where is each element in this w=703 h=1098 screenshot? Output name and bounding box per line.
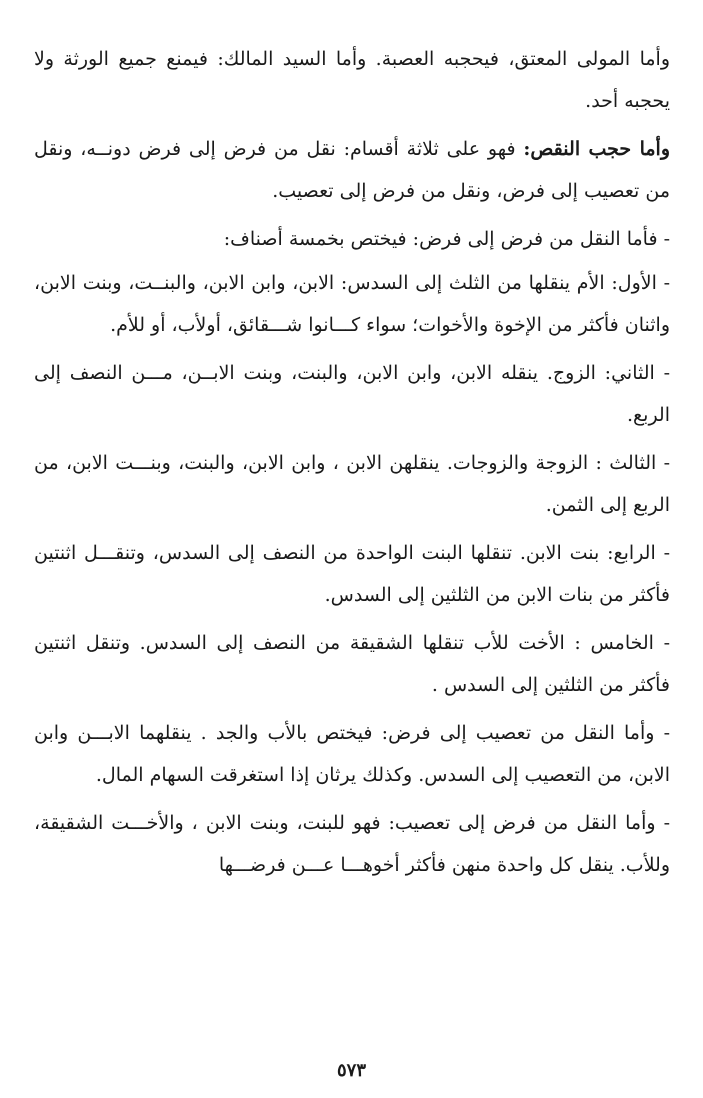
paragraph-fifth-paternal-sister: - الخامس : الأخت للأب تنقلها الشقيقة من النصف إلى السدس. وتنقل اثنتين فأكثر من الثلثين إلى السدس . bbox=[34, 632, 670, 696]
paragraph-first-mother: - الأول: الأم ينقلها من الثلث إلى السدس: الابن، وابن الابن، والبنــت، وبنت الابن، واثنان فأكثر من الإخوة والأخوات؛ سواء كـــانوا شـــقائق، أولأب، أو للأم. bbox=[34, 272, 670, 336]
paragraph-third-wife: - الثالث : الزوجة والزوجات. ينقلهن الابن ، وابن الابن، والبنت، وبنـــت الابن، من الربع إلى الثمن. bbox=[34, 452, 670, 516]
paragraph-hajb-naqs-body: فهو على ثلاثة أقسام: نقل من فرض إلى فرض دونــه، ونقل من تعصيب إلى فرض، ونقل من فرض إلى تعصيب. bbox=[34, 138, 670, 202]
paragraph-second-husband: - الثاني: الزوج. ينقله الابن، وابن الابن، والبنت، وبنت الابــن، مـــن النصف إلى الربع. bbox=[34, 362, 670, 426]
paragraph-fourth-daughter-of-son: - الرابع: بنت الابن. تنقلها البنت الواحدة من النصف إلى السدس، وتنقـــل اثنتين فأكثر من بنات الابن من الثلثين إلى السدس. bbox=[34, 542, 670, 606]
heading-hajb-naqs: وأما حجب النقص: bbox=[523, 138, 670, 160]
page-number: ٥٧٣ bbox=[336, 1060, 366, 1081]
paragraph-fard-to-tasib: - وأما النقل من فرض إلى تعصيب: فهو للبنت، وبنت الابن ، والأخـــت الشقيقة، وللأب. ينقل كل واحدة منهن فأكثر أخوهـــا عـــن فرضـــها bbox=[34, 812, 670, 876]
paragraph-tasib-to-fard: - وأما النقل من تعصيب إلى فرض: فيختص بالأب والجد . ينقلهما الابـــن وابن الابن، من التعصيب إلى السدس. وكذلك يرثان إذا استغرقت السهام المال. bbox=[34, 722, 670, 786]
paragraph-hajb-naqs bbox=[34, 128, 670, 212]
paragraph-fard-to-fard: - فأما النقل من فرض إلى فرض: فيختص بخمسة أصناف: bbox=[223, 228, 670, 250]
paragraph-mawla-mutaq: وأما المولى المعتق، فيحجبه العصبة. وأما السيد المالك: فيمنع جميع الورثة ولا يحجبه أحد. bbox=[34, 48, 670, 112]
document-page bbox=[34, 38, 670, 1038]
